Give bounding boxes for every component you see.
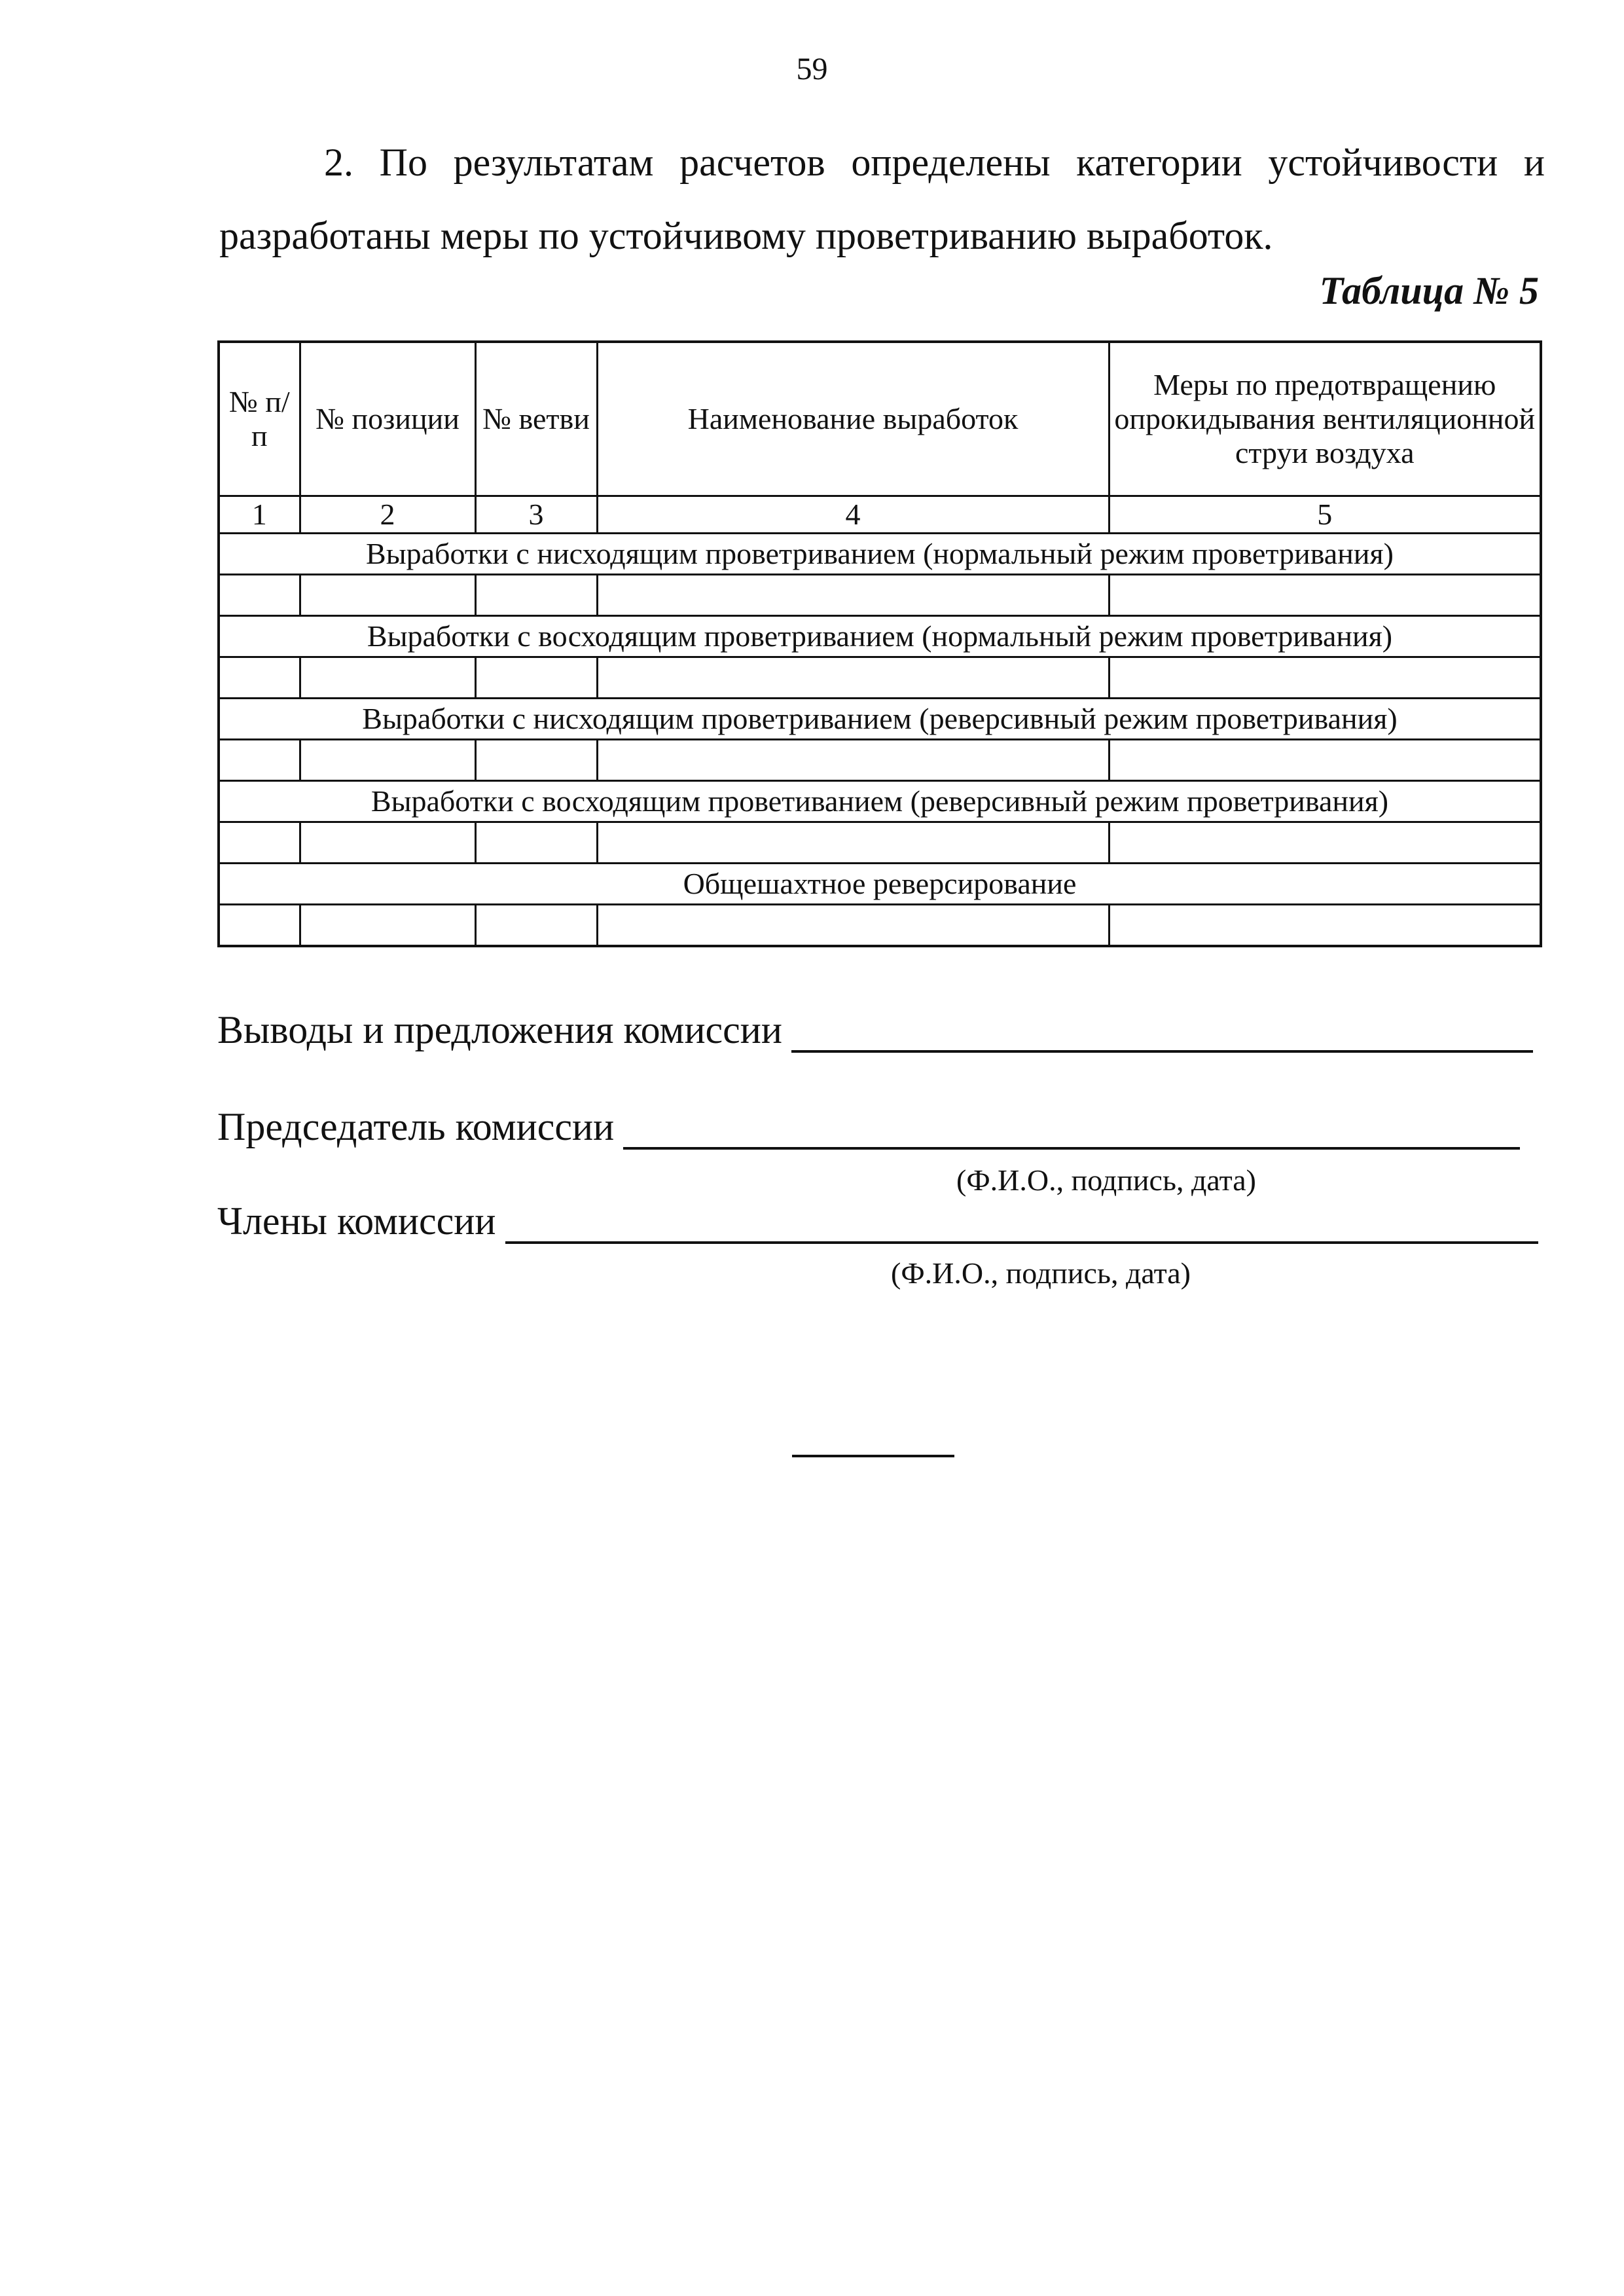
conclusions-input-rule[interactable] xyxy=(791,1012,1533,1053)
section-row xyxy=(219,534,1541,575)
table-cell xyxy=(475,575,597,616)
members-hint: (Ф.И.О., подпись, дата) xyxy=(891,1256,1191,1290)
section-title: Выработки с нисходящим проветриванием (реверсивный режим проветривания) xyxy=(219,699,1541,740)
table-cell xyxy=(219,657,300,699)
section-title: Общешахтное реверсирование xyxy=(219,864,1541,905)
table-cell xyxy=(1109,740,1541,781)
table-cell xyxy=(219,822,300,864)
section-row xyxy=(219,864,1541,905)
table-cell xyxy=(300,657,475,699)
chairman-line xyxy=(217,1104,1520,1150)
header-position-number: № позиции xyxy=(300,342,475,496)
table-cell xyxy=(300,575,475,616)
column-number: 3 xyxy=(475,496,597,534)
table-header-row xyxy=(219,342,1541,496)
column-number: 2 xyxy=(300,496,475,534)
empty-data-row xyxy=(219,905,1541,947)
empty-data-row xyxy=(219,657,1541,699)
section-row xyxy=(219,781,1541,822)
column-number: 1 xyxy=(219,496,300,534)
section-title: Выработки с восходящим проветиванием (реверсивный режим проветривания) xyxy=(219,781,1541,822)
table-cell xyxy=(219,575,300,616)
chairman-label: Председатель комиссии xyxy=(217,1105,615,1148)
header-row-number: № п/п xyxy=(219,342,300,496)
column-number-row xyxy=(219,496,1541,534)
table-cell xyxy=(1109,905,1541,947)
table-cell xyxy=(475,822,597,864)
table-cell xyxy=(597,822,1109,864)
conclusions-line xyxy=(217,1007,1533,1053)
table-cell xyxy=(300,822,475,864)
table-cell xyxy=(597,575,1109,616)
empty-data-row xyxy=(219,822,1541,864)
table-cell xyxy=(597,657,1109,699)
table-caption: Таблица № 5 xyxy=(1319,269,1539,312)
members-signature-rule[interactable] xyxy=(505,1203,1538,1244)
chairman-hint: (Ф.И.О., подпись, дата) xyxy=(956,1163,1256,1197)
section-title: Выработки с восходящим проветриванием (нормальный режим проветривания) xyxy=(219,616,1541,657)
table-cell xyxy=(475,657,597,699)
measures-table xyxy=(217,340,1542,947)
members-line xyxy=(217,1198,1538,1244)
intro-paragraph: 2. По результатам расчетов определены категории устойчивости и разработаны меры по устойчивому проветриванию выработок. xyxy=(219,141,1545,257)
table-cell xyxy=(1109,822,1541,864)
table-cell xyxy=(219,740,300,781)
section-title: Выработки с нисходящим проветриванием (нормальный режим проветривания) xyxy=(219,534,1541,575)
header-measures: Меры по предотвращению опрокидывания вентиляционной струи воздуха xyxy=(1109,342,1541,496)
table-cell xyxy=(300,740,475,781)
column-number: 4 xyxy=(597,496,1109,534)
table-cell xyxy=(300,905,475,947)
table-cell xyxy=(219,905,300,947)
table-cell xyxy=(1109,657,1541,699)
page-number: 59 xyxy=(796,52,828,86)
conclusions-label: Выводы и предложения комиссии xyxy=(217,1008,783,1051)
header-workings-name: Наименование выработок xyxy=(597,342,1109,496)
end-divider xyxy=(792,1455,954,1457)
table-cell xyxy=(475,905,597,947)
section-row xyxy=(219,699,1541,740)
table-cell xyxy=(475,740,597,781)
column-number: 5 xyxy=(1109,496,1541,534)
header-branch-number: № ветви xyxy=(475,342,597,496)
empty-data-row xyxy=(219,740,1541,781)
table-cell xyxy=(597,740,1109,781)
section-row xyxy=(219,616,1541,657)
table-cell xyxy=(1109,575,1541,616)
empty-data-row xyxy=(219,575,1541,616)
chairman-signature-rule[interactable] xyxy=(623,1109,1520,1150)
table-cell xyxy=(597,905,1109,947)
members-label: Члены комиссии xyxy=(217,1199,496,1243)
